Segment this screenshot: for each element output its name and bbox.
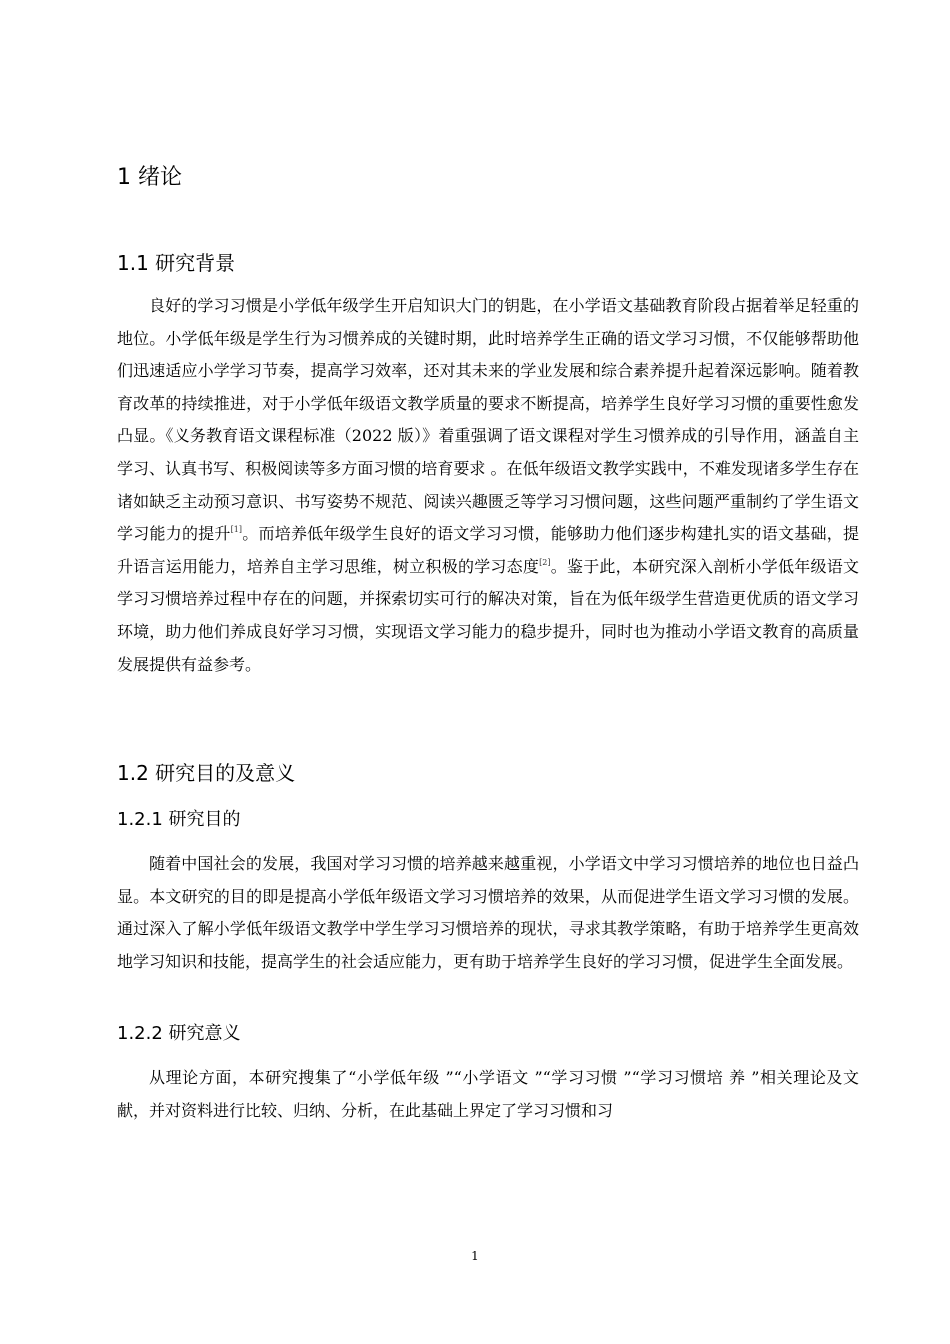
citation-2[interactable]: [2] bbox=[539, 557, 551, 567]
paragraph-text: 。鉴于此，本研究深入剖析小学低年级语文学习习惯培养过程中存在的问题，并探索切实可行的解决对策，旨在为低年级学生营造更优质的语文学习环境，助力他们养成良好学习习惯，实现语文学习能力的稳步提升，同时也为推动小学语文教育的高质量发展提供有益参考。 bbox=[117, 556, 859, 674]
section-heading-1-1: 1.1 研究背景 bbox=[117, 251, 236, 275]
section-heading-1-2: 1.2 研究目的及意义 bbox=[117, 761, 296, 785]
paragraph-text: 良好的学习习惯是小学低年级学生开启知识大门的钥匙，在小学语文基础教育阶段占据着举足轻重的地位。小学低年级是学生行为习惯养成的关键时期，此时培养学生正确的语文学习习惯，不仅能够帮助他们迅速适应小学学习节奏，提高学习效率，还对其未来的学业发展和综合素养提升起着深远影响。随着教育改革的持续推进，对于小学低年级语文教学质量的要求不断提高，培养学生良好学习习惯的重要性愈发凸显。《义务教育语文课程标准（2022 版）》着重强调了语文课程对学生习惯养成的引导作用，涵盖自主学习、认真书写、积极阅读等多方面习惯的培育要求 。在低年级语文教学实践中，不难发现诸多学生存在诸如缺乏主动预习意识、书写姿势不规范、阅读兴趣匮乏等学习习惯问题，这些问题严重制约了学生语文学习能力的提升 bbox=[117, 296, 859, 544]
paragraph-text: 。而培养低年级学生良好的语文学习习惯，能够助力他们逐步构建扎实的语文基础，提升语言运用能力，培养自主学习思维，树立积极的学习态度 bbox=[117, 524, 859, 576]
chapter-heading: 1 绪论 bbox=[117, 165, 182, 190]
citation-1[interactable]: [1] bbox=[230, 525, 242, 535]
subsection-heading-1-2-2: 1.2.2 研究意义 bbox=[117, 1023, 241, 1044]
page-number: 1 bbox=[471, 1249, 479, 1263]
paragraph-research-background bbox=[117, 290, 859, 681]
subsection-heading-1-2-1: 1.2.1 研究目的 bbox=[117, 809, 241, 830]
paragraph-research-purpose: 随着中国社会的发展，我国对学习习惯的培养越来越重视，小学语文中学习习惯培养的地位也日益凸显。本文研究的目的即是提高小学低年级语文学习习惯培养的效果，从而促进学生语文学习习惯的发展。通过深入了解小学低年级语文教学中学生学习习惯培养的现状，寻求其教学策略，有助于培养学生更高效地学习知识和技能，提高学生的社会适应能力，更有助于培养学生良好的学习习惯，促进学生全面发展。 bbox=[117, 854, 859, 971]
paragraph-research-significance: 从理论方面，本研究搜集了“小学低年级 ”“小学语文 ”“学习习惯 ”“学习习惯培 养 ”相关理论及文献，并对资料进行比较、归纳、分析，在此基础上界定了学习习惯和习 bbox=[117, 1068, 859, 1120]
